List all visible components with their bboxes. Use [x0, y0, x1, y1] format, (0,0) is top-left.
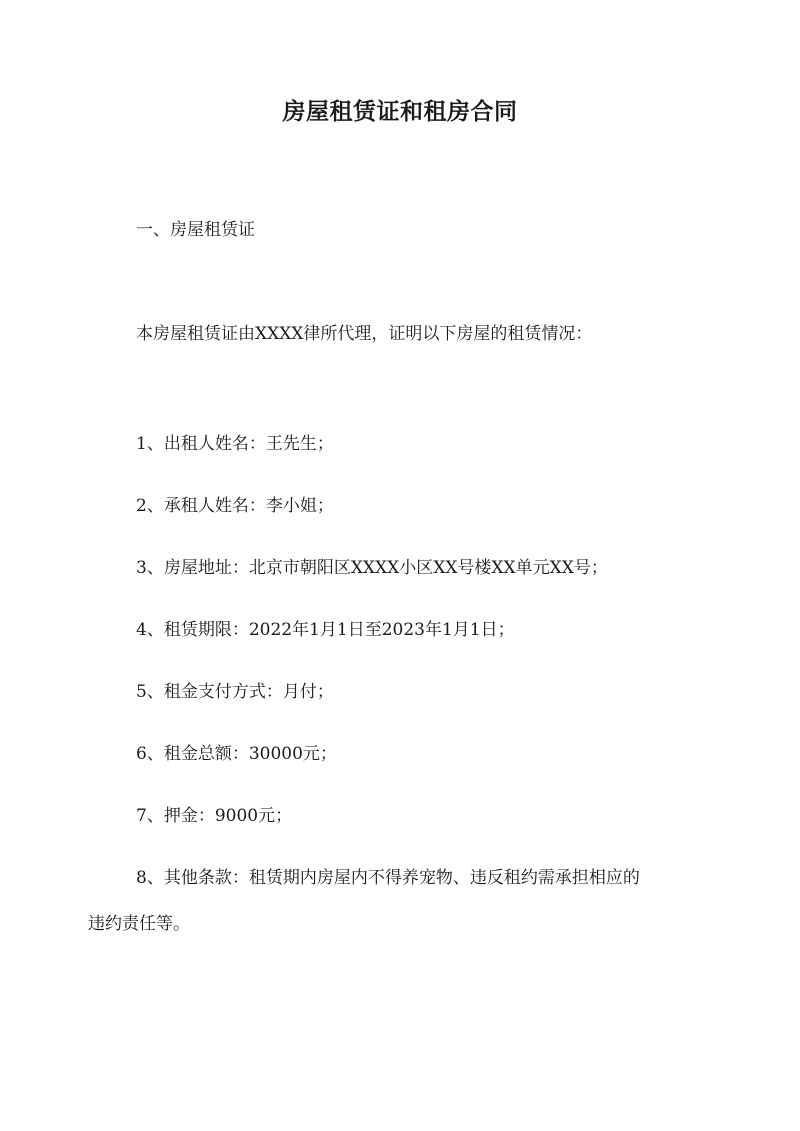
document-title: 房屋租赁证和租房合同 — [282, 98, 518, 125]
item-total-rent: 6、租金总额：30000元； — [136, 744, 337, 764]
item-lease-term: 4、租赁期限：2022年1月1日至2023年1月1日； — [136, 620, 515, 640]
item-landlord-name: 1、出租人姓名：王先生； — [136, 434, 334, 454]
item-tenant-name: 2、承租人姓名：李小姐； — [136, 496, 334, 516]
section-heading: 一、房屋租赁证 — [136, 220, 255, 240]
item-deposit: 7、押金：9000元； — [136, 806, 293, 826]
intro-paragraph: 本房屋租赁证由XXXX律所代理，证明以下房屋的租赁情况： — [136, 324, 593, 344]
item-other-terms: 8、其他条款：租赁期内房屋内不得养宠物、违反租约需承担相应的 — [136, 868, 640, 888]
item-property-address: 3、房屋地址：北京市朝阳区XXXX小区XX号楼XX单元XX号； — [136, 558, 608, 578]
item-other-terms-continuation: 违约责任等。 — [88, 914, 190, 934]
item-payment-method: 5、租金支付方式：月付； — [136, 682, 334, 702]
